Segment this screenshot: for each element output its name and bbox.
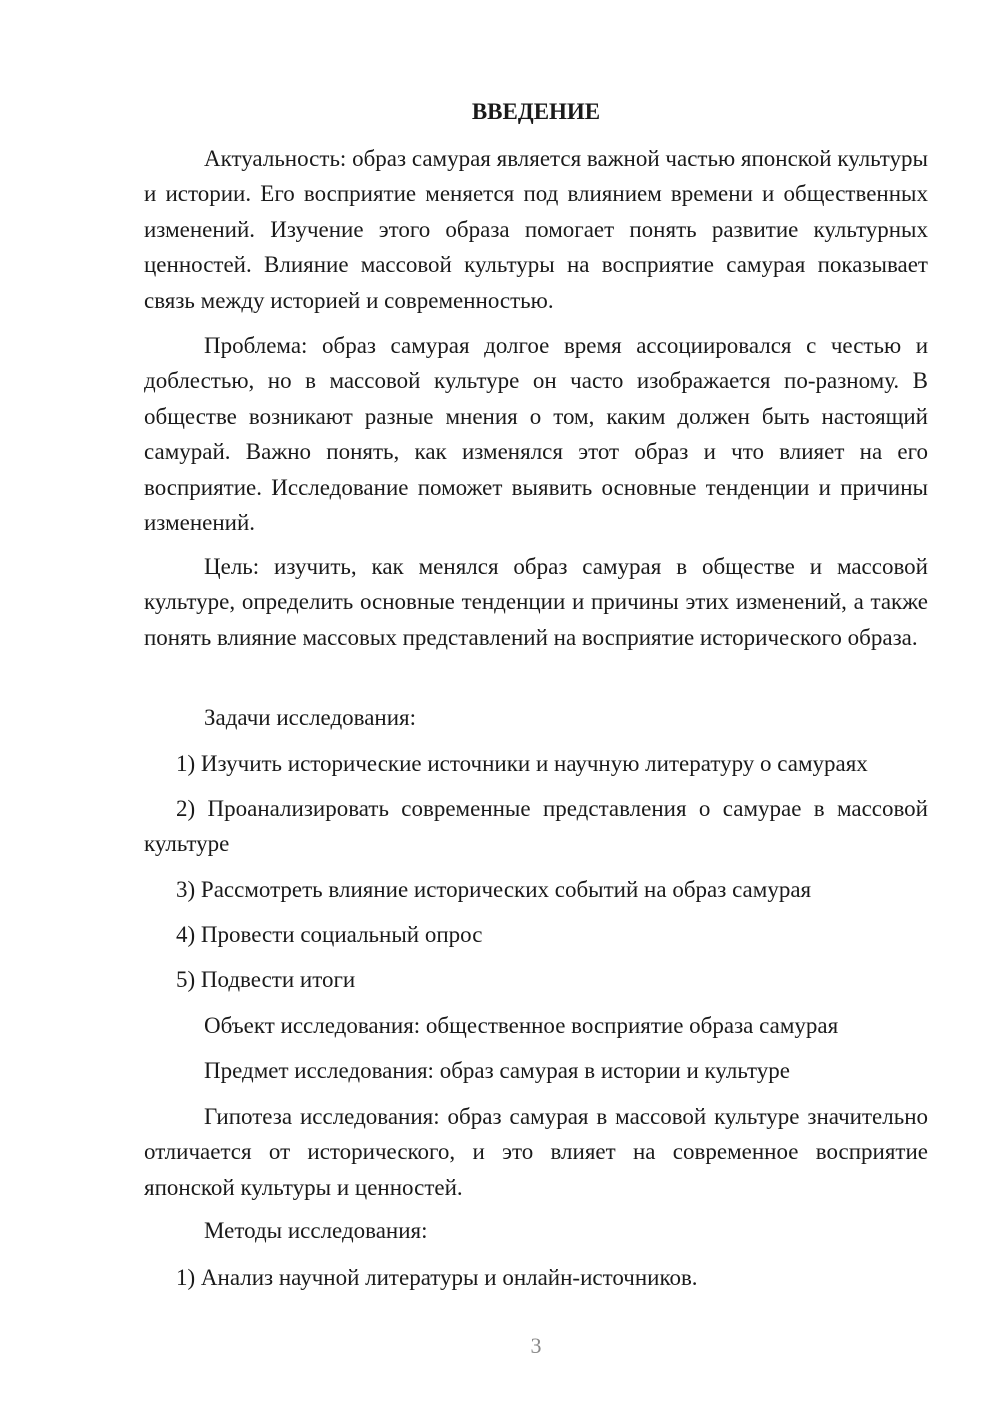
task-item-text: 1) Изучить исторические источники и научную литературу о самураях	[176, 751, 868, 776]
task-item	[144, 917, 928, 952]
task-item-text: 4) Провести социальный опрос	[176, 922, 483, 947]
task-item	[144, 791, 928, 862]
problem-text: Проблема: образ самурая долгое время ассоциировался с честью и доблестью, но в массовой культуре он часто изображается по-разному. В обществе возникают разные мнения о том, каким должен быть настоящий самурай. Важно понять, как изменялся этот образ и что влияет на его восприятие. Исследование поможет выявить основные тенденции и причины изменений.	[144, 333, 928, 536]
page-number: 3	[530, 1333, 542, 1358]
methods-title-text: Методы исследования:	[204, 1218, 428, 1243]
section-heading: ВВЕДЕНИЕ	[471, 99, 601, 124]
subject-text: Предмет исследования: образ самурая в истории и культуре	[204, 1058, 790, 1083]
tasks-title	[144, 700, 928, 735]
task-item-text: 5) Подвести итоги	[176, 967, 356, 992]
methods-title	[144, 1213, 928, 1248]
object-paragraph	[144, 1008, 928, 1043]
goal-paragraph	[144, 549, 928, 655]
tasks-title-text: Задачи исследования:	[204, 705, 417, 730]
task-item	[144, 872, 928, 907]
subject-paragraph	[144, 1053, 928, 1088]
task-item	[144, 962, 928, 997]
task-item-text: 2) Проанализировать современные представления о самурае в массовой культуре	[144, 796, 928, 857]
task-item-text: 3) Рассмотреть влияние исторических событий на образ самурая	[176, 877, 812, 902]
relevance-text: Актуальность: образ самурая является важной частью японской культуры и истории. Его восприятие меняется под влиянием времени и общественных изменений. Изучение этого образа помогает понять развитие культурных ценностей. Влияние массовой культуры на восприятие самурая показывает связь между историей и современностью.	[144, 146, 928, 313]
hypothesis-paragraph	[144, 1099, 928, 1205]
hypothesis-text: Гипотеза исследования: образ самурая в массовой культуре значительно отличается от исторического, и это влияет на современное восприятие японской культуры и ценностей.	[144, 1104, 928, 1200]
method-item	[144, 1260, 928, 1295]
object-text: Объект исследования: общественное восприятие образа самурая	[204, 1013, 839, 1038]
relevance-paragraph	[144, 141, 928, 318]
task-item	[144, 746, 928, 781]
problem-paragraph	[144, 328, 928, 540]
method-item-text: 1) Анализ научной литературы и онлайн-источников.	[176, 1265, 698, 1290]
goal-text: Цель: изучить, как менялся образ самурая в обществе и массовой культуре, определить основные тенденции и причины этих изменений, а также понять влияние массовых представлений на восприятие исторического образа.	[144, 554, 928, 650]
